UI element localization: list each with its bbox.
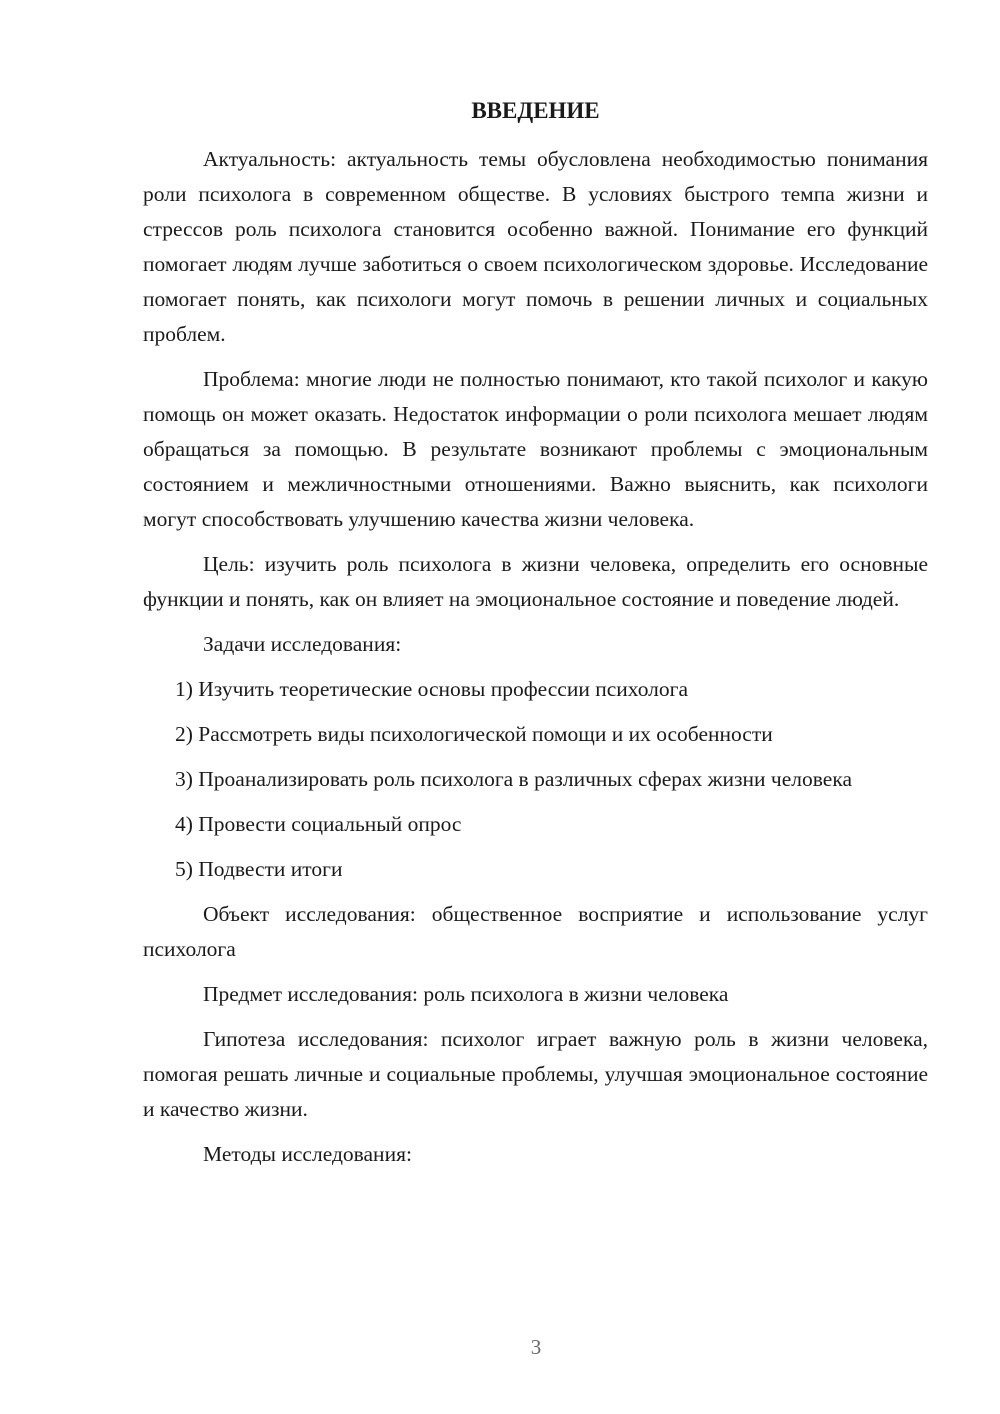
task-item: 5) Подвести итоги [175, 857, 343, 881]
paragraph-hypothesis: Гипотеза исследования: психолог играет важную роль в жизни человека, помогая решать личные и социальные проблемы, улучшая эмоциональное состояние и качество жизни. [143, 1027, 928, 1121]
paragraph-object: Объект исследования: общественное восприятие и использование услуг психолога [143, 902, 928, 961]
task-item: 1) Изучить теоретические основы профессии психолога [175, 677, 689, 701]
task-item: 3) Проанализировать роль психолога в различных сферах жизни человека [175, 767, 852, 791]
task-item: 2) Рассмотреть виды психологической помощи и их особенности [175, 722, 773, 746]
paragraph-problem: Проблема: многие люди не полностью понимают, кто такой психолог и какую помощь он может оказать. Недостаток информации о роли психолога мешает людям обращаться за помощью. В результате возникают проблемы с эмоциональным состоянием и межличностными отношениями. Важно выяснить, как психологи могут способствовать улучшению качества жизни человека. [143, 367, 928, 531]
paragraph-goal: Цель: изучить роль психолога в жизни человека, определить его основные функции и понять, как он влияет на эмоциональное состояние и поведение людей. [143, 552, 928, 611]
task-item: 4) Провести социальный опрос [175, 812, 462, 836]
document-body [143, 142, 928, 1182]
page-number: 3 [530, 1335, 542, 1359]
paragraph-subject: Предмет исследования: роль психолога в жизни человека [203, 982, 729, 1006]
section-title: ВВЕДЕНИЕ [471, 98, 600, 123]
paragraph-methods: Методы исследования: [203, 1142, 412, 1166]
paragraph-relevance: Актуальность: актуальность темы обусловлена необходимостью понимания роли психолога в современном обществе. В условиях быстрого темпа жизни и стрессов роль психолога становится особенно важной. Понимание его функций помогает людям лучше заботиться о своем психологическом здоровье. Исследование помогает понять, как психологи могут помочь в решении личных и социальных проблем. [143, 147, 928, 346]
paragraph-tasks-heading: Задачи исследования: [203, 632, 402, 656]
